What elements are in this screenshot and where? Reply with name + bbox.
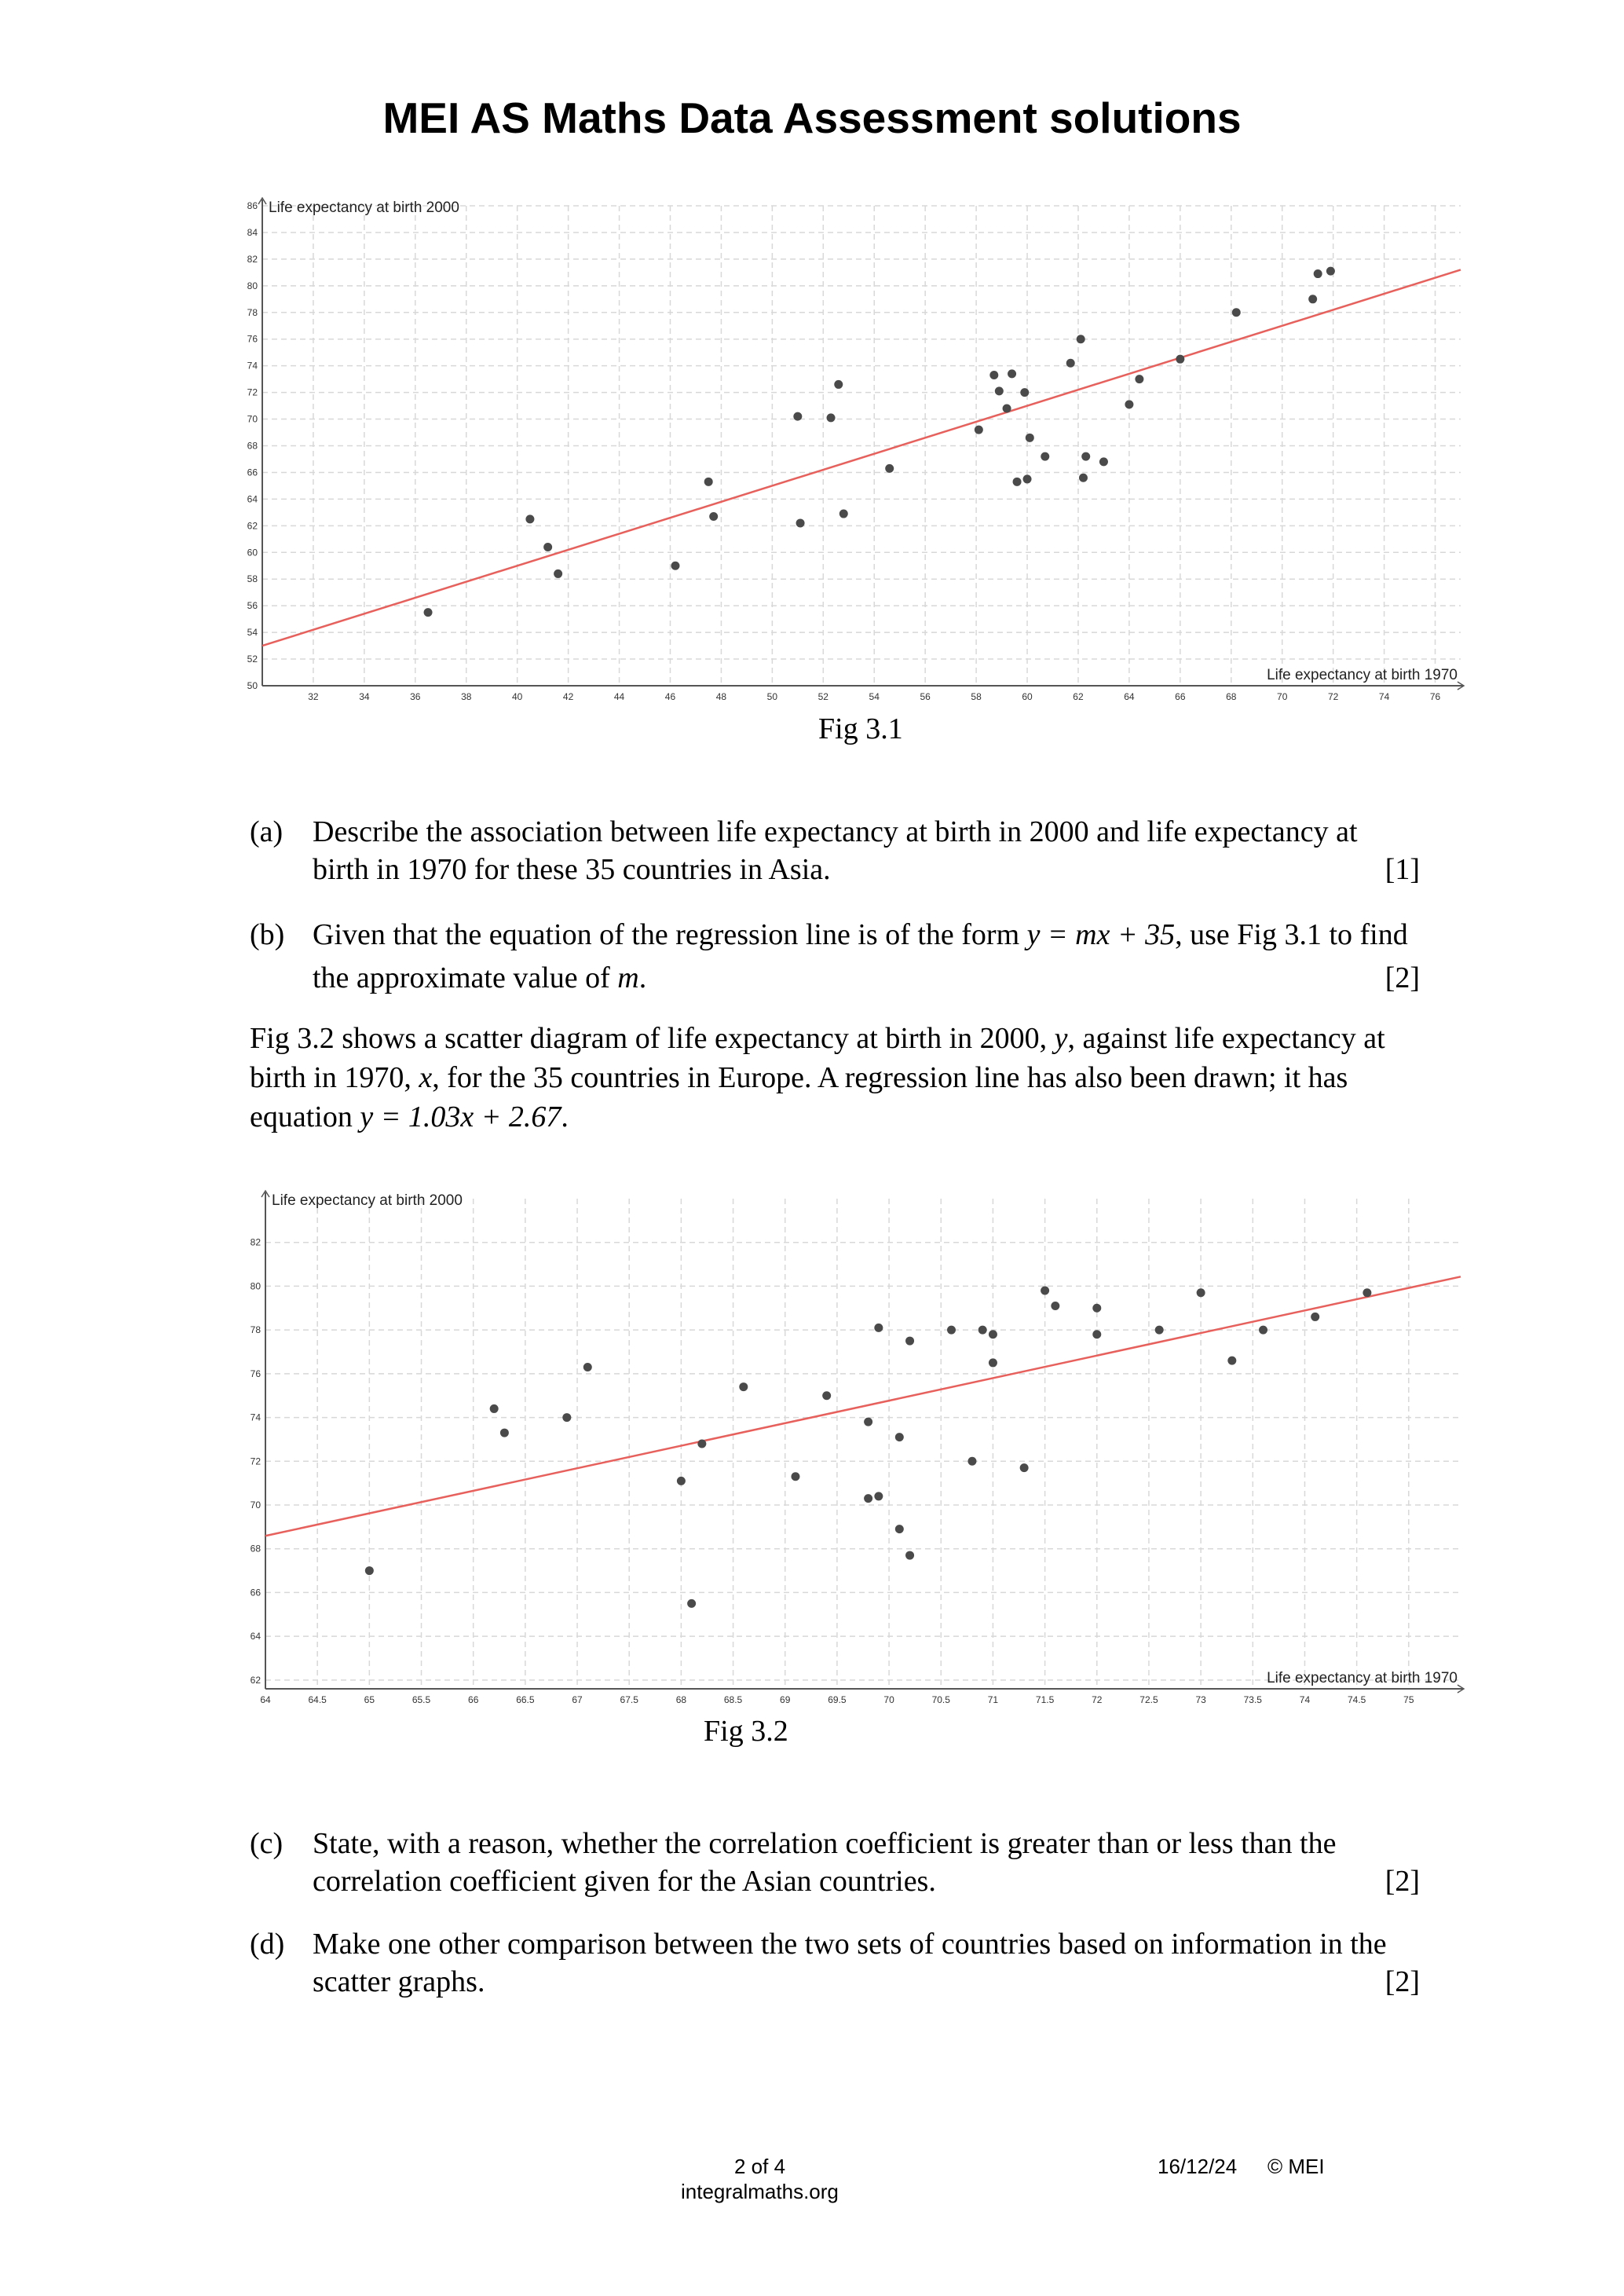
data-point (989, 1330, 997, 1338)
data-point (791, 1472, 799, 1481)
x-tick-label: 46 (664, 691, 676, 702)
y-tick-label: 66 (250, 1587, 261, 1598)
data-point (1008, 369, 1016, 378)
question-b-text-before: Given that the equation of the regression line is of the form (313, 918, 1020, 951)
data-point (1079, 474, 1088, 482)
data-point (1326, 267, 1335, 276)
x-tick-label: 74.5 (1347, 1694, 1366, 1705)
y-tick-label: 54 (247, 627, 258, 639)
x-tick-label: 66 (468, 1694, 479, 1705)
x-tick-label: 34 (359, 691, 370, 702)
question-d-marks: [2] (1384, 1965, 1420, 1998)
x-tick-label: 65 (364, 1694, 375, 1705)
y-tick-label: 84 (247, 226, 258, 238)
y-tick-label: 76 (250, 1368, 261, 1379)
data-point (1362, 1288, 1371, 1297)
x-tick-label: 67.5 (620, 1694, 638, 1705)
question-b (250, 914, 1420, 1000)
x-tick-label: 52 (817, 691, 828, 702)
question-c (250, 1825, 1420, 1900)
x-tick-label: 75 (1403, 1694, 1414, 1705)
footer-copyright: © MEI (1267, 2155, 1325, 2178)
data-point (1125, 400, 1133, 408)
footer-page-number: 2 of 4 (734, 2155, 786, 2178)
question-b-marks: [2] (1384, 961, 1420, 994)
data-point (490, 1404, 499, 1413)
x-tick-label: 69 (780, 1694, 791, 1705)
data-point (995, 386, 1004, 395)
data-point (1013, 478, 1022, 486)
data-point (424, 608, 433, 617)
y-tick-label: 60 (247, 547, 258, 558)
x-tick-label: 64 (1124, 691, 1135, 702)
data-point (864, 1418, 872, 1426)
y-tick-label: 78 (250, 1324, 261, 1336)
data-point (1041, 452, 1049, 461)
document-title: MEI AS Maths Data Assessment solutions (382, 93, 1242, 142)
intro-text-1: Fig 3.2 shows a scatter diagram of life expectancy at birth in 2000, (250, 1022, 1048, 1055)
data-point (947, 1326, 956, 1335)
x-axis-label: Life expectancy at birth 1970 (1267, 1670, 1458, 1686)
x-tick-label: 48 (715, 691, 727, 702)
data-point (1227, 1357, 1236, 1365)
footer-site: integralmaths.org (681, 2180, 839, 2203)
y-tick-label: 74 (250, 1412, 261, 1423)
data-point (1020, 388, 1029, 397)
x-tick-label: 68 (1226, 691, 1237, 702)
data-point (1311, 1313, 1319, 1321)
x-tick-label: 71 (987, 1694, 999, 1705)
x-tick-label: 71.5 (1035, 1694, 1055, 1705)
data-point (687, 1599, 696, 1608)
x-tick-label: 64.5 (308, 1694, 327, 1705)
x-tick-label: 74 (1299, 1694, 1311, 1705)
data-point (975, 426, 983, 434)
data-point (793, 412, 802, 421)
data-point (874, 1324, 883, 1332)
data-point (1041, 1287, 1049, 1295)
intro-end: . (561, 1100, 569, 1133)
data-point (1308, 295, 1317, 303)
x-tick-label: 68.5 (723, 1694, 743, 1705)
y-tick-label: 56 (247, 600, 258, 612)
data-point (1026, 434, 1034, 442)
y-axis-label: Life expectancy at birth 2000 (272, 1192, 463, 1209)
question-b-text-after: , use Fig 3.1 to find the approximate value of (313, 918, 1408, 994)
data-point (1077, 335, 1085, 343)
data-point (796, 518, 805, 527)
data-point (1092, 1304, 1101, 1313)
y-tick-label: 50 (247, 680, 258, 691)
data-point (839, 510, 848, 518)
data-point (1197, 1288, 1205, 1297)
x-tick-label: 72 (1327, 691, 1339, 702)
data-point (704, 478, 713, 486)
data-point (1003, 404, 1011, 412)
data-point (834, 380, 843, 389)
regression-line (262, 269, 1461, 646)
y-tick-label: 82 (247, 253, 258, 265)
data-point (864, 1494, 872, 1503)
data-point (1155, 1326, 1164, 1335)
data-point (562, 1413, 571, 1422)
x-tick-label: 58 (971, 691, 982, 702)
data-point (1081, 452, 1090, 461)
question-b-end: . (638, 961, 647, 994)
data-point (739, 1382, 748, 1391)
scatter-chart-asia (236, 192, 1476, 727)
y-tick-label: 72 (250, 1456, 261, 1467)
x-tick-label: 54 (869, 691, 880, 702)
x-tick-label: 65.5 (411, 1694, 431, 1705)
x-tick-label: 72.5 (1139, 1694, 1158, 1705)
fig31-caption: Fig 3.1 (818, 712, 903, 745)
y-tick-label: 80 (250, 1280, 261, 1292)
intro-text-3: , for the 35 countries in Europe. A regression line has also been drawn; it has equation (250, 1061, 1348, 1133)
y-tick-label: 68 (250, 1543, 261, 1554)
x-tick-label: 36 (410, 691, 421, 702)
intro-var-x: x (419, 1061, 433, 1094)
intro-equation: y = 1.03x + 2.67 (360, 1100, 561, 1133)
data-point (500, 1429, 509, 1437)
data-point (1135, 375, 1143, 383)
x-tick-label: 74 (1378, 691, 1390, 702)
data-point (1259, 1326, 1267, 1335)
data-point (895, 1525, 904, 1533)
intro-text-2: , against life expectancy at birth in 1970, (250, 1022, 1385, 1094)
data-point (1314, 269, 1322, 278)
question-c-text: State, with a reason, whether the correlation coefficient is greater than or less than the correlation coefficient given for the Asian countries. (313, 1827, 1337, 1898)
y-tick-label: 58 (247, 573, 258, 585)
x-tick-label: 32 (308, 691, 319, 702)
x-tick-label: 73.5 (1243, 1694, 1262, 1705)
question-c-label: (c) (250, 1827, 283, 1860)
y-axis-label: Life expectancy at birth 2000 (269, 200, 459, 216)
x-tick-label: 66 (1175, 691, 1186, 702)
y-tick-label: 70 (250, 1500, 261, 1511)
y-tick-label: 68 (247, 440, 258, 452)
x-tick-label: 67 (572, 1694, 583, 1705)
data-point (905, 1551, 914, 1560)
question-d-text: Make one other comparison between the two sets of countries based on information in the scatter graphs. (313, 1928, 1387, 1998)
data-point (874, 1492, 883, 1500)
y-tick-label: 52 (247, 654, 258, 665)
y-tick-label: 62 (247, 520, 258, 532)
y-tick-label: 74 (247, 360, 258, 372)
question-d (250, 1925, 1420, 2001)
y-tick-label: 78 (247, 306, 258, 318)
data-point (1020, 1463, 1029, 1472)
fig32-caption: Fig 3.2 (704, 1715, 788, 1748)
data-point (822, 1391, 831, 1400)
data-point (525, 514, 534, 523)
x-tick-label: 73 (1195, 1694, 1206, 1705)
question-a (250, 813, 1420, 888)
x-tick-label: 70.5 (931, 1694, 950, 1705)
regression-line (265, 1276, 1461, 1536)
data-point (885, 464, 894, 473)
y-tick-label: 64 (247, 493, 258, 505)
y-tick-label: 80 (247, 280, 258, 291)
question-d-label: (d) (250, 1928, 285, 1961)
data-point (1099, 457, 1108, 466)
data-point (543, 543, 552, 551)
question-a-marks: [1] (1384, 853, 1420, 886)
x-tick-label: 72 (1092, 1694, 1103, 1705)
data-point (989, 371, 998, 379)
data-point (677, 1477, 686, 1485)
x-axis-label: Life expectancy at birth 1970 (1267, 667, 1458, 683)
question-b-label: (b) (250, 918, 285, 951)
data-point (989, 1358, 997, 1367)
y-tick-label: 66 (247, 467, 258, 478)
y-tick-label: 62 (250, 1674, 261, 1686)
data-point (978, 1326, 987, 1335)
x-tick-label: 76 (1429, 691, 1441, 702)
x-tick-label: 64 (260, 1694, 271, 1705)
data-point (1051, 1302, 1059, 1310)
x-tick-label: 70 (883, 1694, 894, 1705)
x-tick-label: 70 (1277, 691, 1288, 702)
x-tick-label: 44 (613, 691, 625, 702)
x-tick-label: 66.5 (516, 1694, 535, 1705)
question-a-label: (a) (250, 815, 283, 848)
x-tick-label: 69.5 (828, 1694, 847, 1705)
fig32-intro-paragraph (250, 1019, 1420, 1137)
intro-var-y: y (1054, 1022, 1068, 1055)
data-point (697, 1440, 706, 1448)
x-tick-label: 62 (1073, 691, 1084, 702)
x-tick-label: 50 (766, 691, 778, 702)
data-point (671, 562, 679, 570)
x-tick-label: 42 (562, 691, 574, 702)
data-point (709, 512, 718, 521)
data-point (554, 569, 562, 578)
y-tick-label: 86 (247, 200, 258, 211)
data-point (967, 1457, 976, 1466)
question-b-variable: m (617, 961, 639, 994)
question-c-marks: [2] (1384, 1865, 1420, 1898)
data-point (1232, 308, 1241, 317)
question-b-equation: y = mx + 35 (1026, 918, 1176, 951)
data-point (1023, 474, 1032, 483)
data-point (1066, 359, 1075, 368)
data-point (905, 1337, 914, 1346)
scatter-chart-europe (236, 1178, 1476, 1728)
x-tick-label: 60 (1022, 691, 1033, 702)
data-point (365, 1566, 374, 1575)
y-tick-label: 72 (247, 386, 258, 398)
data-point (827, 413, 836, 422)
y-tick-label: 64 (250, 1631, 261, 1642)
x-tick-label: 56 (920, 691, 931, 702)
y-tick-label: 76 (247, 333, 258, 345)
data-point (583, 1363, 592, 1371)
question-a-text: Describe the association between life expectancy at birth in 2000 and life expectancy at birth in 1970 for these 35 countries in Asia. (313, 815, 1358, 886)
data-point (1092, 1330, 1101, 1338)
footer-date: 16/12/24 (1158, 2155, 1238, 2178)
y-tick-label: 70 (247, 413, 258, 425)
x-tick-label: 68 (675, 1694, 687, 1705)
x-tick-label: 40 (512, 691, 523, 702)
x-tick-label: 38 (461, 691, 472, 702)
data-point (895, 1433, 904, 1441)
y-tick-label: 82 (250, 1236, 261, 1248)
data-point (1176, 355, 1184, 364)
